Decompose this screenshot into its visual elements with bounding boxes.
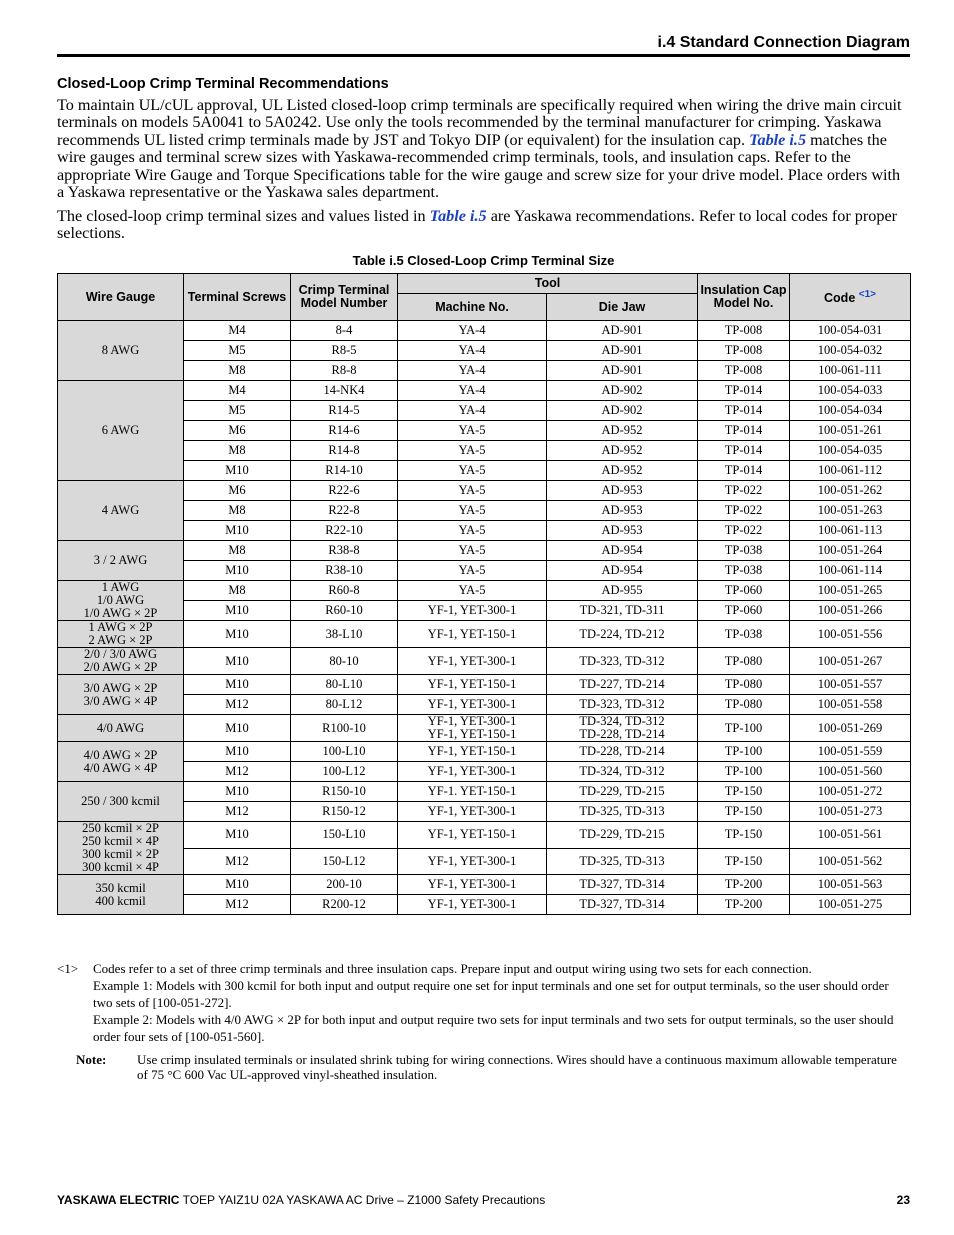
table-caption: Table i.5 Closed-Loop Crimp Terminal Size	[352, 253, 615, 268]
table-row	[58, 715, 911, 742]
insulation-cap-cell: TP-100	[698, 762, 790, 782]
table-row	[58, 762, 911, 782]
code-cell: 100-061-113	[790, 521, 911, 541]
table-row	[58, 441, 911, 461]
crimp-model-cell: R100-10	[291, 715, 398, 742]
code-cell: 100-054-035	[790, 441, 911, 461]
terminal-screw-cell: M12	[184, 802, 291, 822]
terminal-screw-cell: M12	[184, 695, 291, 715]
wire-gauge-cell: 1 AWG 1/0 AWG 1/0 AWG × 2P	[58, 581, 184, 621]
insulation-cap-cell: TP-014	[698, 461, 790, 481]
crimp-model-cell: R38-8	[291, 541, 398, 561]
code-cell: 100-061-112	[790, 461, 911, 481]
terminal-screw-cell: M5	[184, 341, 291, 361]
note-block	[76, 1052, 910, 1082]
page-footer	[57, 1193, 910, 1207]
machine-no-cell: YF-1, YET-150-1	[398, 822, 547, 849]
terminal-screw-cell: M10	[184, 875, 291, 895]
crimp-model-cell: R14-10	[291, 461, 398, 481]
table-row	[58, 401, 911, 421]
insulation-cap-cell: TP-022	[698, 501, 790, 521]
insulation-cap-cell: TP-150	[698, 848, 790, 875]
footnote-ref-link[interactable]: <1>	[858, 289, 876, 301]
header-rule	[57, 54, 910, 57]
table-link[interactable]: Table i.5	[749, 130, 807, 149]
machine-no-cell: YA-4	[398, 401, 547, 421]
insulation-cap-cell: TP-200	[698, 875, 790, 895]
crimp-model-cell: 100-L10	[291, 742, 398, 762]
crimp-model-cell: 80-10	[291, 648, 398, 675]
header-terminal-screws: Terminal Screws	[184, 274, 291, 321]
table-row	[58, 742, 911, 762]
terminal-screw-cell: M12	[184, 895, 291, 915]
code-cell: 100-051-263	[790, 501, 911, 521]
die-jaw-cell: TD-325, TD-313	[547, 802, 698, 822]
machine-no-cell: YA-5	[398, 421, 547, 441]
die-jaw-cell: AD-954	[547, 541, 698, 561]
machine-no-cell: YF-1, YET-300-1	[398, 802, 547, 822]
machine-no-cell: YF-1, YET-300-1 YF-1, YET-150-1	[398, 715, 547, 742]
crimp-model-cell: 80-L10	[291, 675, 398, 695]
code-cell: 100-051-269	[790, 715, 911, 742]
footer-document-title: TOEP YAIZ1U 02A YASKAWA AC Drive – Z1000 Safety Precautions	[179, 1193, 546, 1207]
crimp-model-cell: 200-10	[291, 875, 398, 895]
insulation-cap-cell: TP-038	[698, 621, 790, 648]
crimp-model-cell: R8-5	[291, 341, 398, 361]
machine-no-cell: YF-1, YET-300-1	[398, 601, 547, 621]
header-code-label: Code	[824, 291, 856, 306]
header-machine-no: Machine No.	[398, 294, 547, 321]
terminal-screw-cell: M8	[184, 581, 291, 601]
terminal-screw-cell: M10	[184, 648, 291, 675]
insulation-cap-cell: TP-100	[698, 742, 790, 762]
insulation-cap-cell: TP-150	[698, 822, 790, 849]
machine-no-cell: YF-1, YET-300-1	[398, 875, 547, 895]
machine-no-cell: YA-4	[398, 321, 547, 341]
insulation-cap-cell: TP-150	[698, 782, 790, 802]
table-row	[58, 621, 911, 648]
insulation-cap-cell: TP-038	[698, 541, 790, 561]
code-cell: 100-051-275	[790, 895, 911, 915]
code-cell: 100-054-033	[790, 381, 911, 401]
table-row	[58, 361, 911, 381]
crimp-model-cell: 150-L12	[291, 848, 398, 875]
table-row	[58, 421, 911, 441]
terminal-screw-cell: M4	[184, 381, 291, 401]
table-row	[58, 782, 911, 802]
code-cell: 100-051-563	[790, 875, 911, 895]
wire-gauge-cell: 4/0 AWG × 2P 4/0 AWG × 4P	[58, 742, 184, 782]
terminal-screw-cell: M10	[184, 822, 291, 849]
footnote-example-2: Example 2: Models with 4/0 AWG × 2P for both input and output require two sets for input terminals and two sets for output terminals, so the user should order four sets of [100-051-560].	[93, 1012, 894, 1044]
table-row	[58, 648, 911, 675]
code-cell: 100-054-031	[790, 321, 911, 341]
terminal-screw-cell: M4	[184, 321, 291, 341]
table-row	[58, 341, 911, 361]
insulation-cap-cell: TP-008	[698, 321, 790, 341]
machine-no-cell: YA-4	[398, 341, 547, 361]
intro-text-after: matches the wire gauges and terminal screw sizes with Yaskawa-recommended crimp terminals, tools, and insulation caps. Refer to the appropriate Wire Gauge and Torque Specifications table for the wire gauge and screw size for your drive model. Place orders with a Yaskawa representative or the Yaskawa sales department.	[57, 130, 901, 202]
insulation-cap-cell: TP-022	[698, 481, 790, 501]
insulation-cap-cell: TP-008	[698, 361, 790, 381]
code-cell: 100-051-266	[790, 601, 911, 621]
table-row	[58, 581, 911, 601]
terminal-screw-cell: M8	[184, 501, 291, 521]
machine-no-cell: YA-5	[398, 481, 547, 501]
crimp-model-cell: 14-NK4	[291, 381, 398, 401]
header-tool: Tool	[398, 274, 698, 294]
note-label: Note:	[76, 1052, 107, 1067]
machine-no-cell: YA-5	[398, 561, 547, 581]
die-jaw-cell: TD-325, TD-313	[547, 848, 698, 875]
crimp-model-cell: R38-10	[291, 561, 398, 581]
crimp-model-cell: R22-8	[291, 501, 398, 521]
die-jaw-cell: TD-229, TD-215	[547, 822, 698, 849]
wire-gauge-cell: 3/0 AWG × 2P 3/0 AWG × 4P	[58, 675, 184, 715]
table-row	[58, 675, 911, 695]
terminal-screw-cell: M8	[184, 541, 291, 561]
die-jaw-cell: AD-952	[547, 461, 698, 481]
table-row	[58, 601, 911, 621]
insulation-cap-cell: TP-014	[698, 381, 790, 401]
terminal-screw-cell: M10	[184, 742, 291, 762]
code-cell: 100-051-559	[790, 742, 911, 762]
terminal-screw-cell: M10	[184, 675, 291, 695]
table-row	[58, 822, 911, 849]
crimp-model-cell: R14-8	[291, 441, 398, 461]
terminal-screw-cell: M12	[184, 762, 291, 782]
terminal-screw-cell: M10	[184, 782, 291, 802]
table-row	[58, 848, 911, 875]
code-cell: 100-051-264	[790, 541, 911, 561]
header-code	[790, 274, 911, 321]
machine-no-cell: YA-5	[398, 501, 547, 521]
insulation-cap-cell: TP-200	[698, 895, 790, 915]
insulation-cap-cell: TP-080	[698, 675, 790, 695]
crimp-model-cell: R14-5	[291, 401, 398, 421]
footnote-example-1: Example 1: Models with 300 kcmil for both input and output require one set for input terminals and one set for output terminals, so the user should order two sets of [100-051-272].	[93, 978, 889, 1010]
machine-no-cell: YF-1, YET-150-1	[398, 675, 547, 695]
crimp-model-cell: 150-L10	[291, 822, 398, 849]
die-jaw-cell: TD-227, TD-214	[547, 675, 698, 695]
code-cell: 100-051-267	[790, 648, 911, 675]
code-cell: 100-054-032	[790, 341, 911, 361]
die-jaw-cell: TD-229, TD-215	[547, 782, 698, 802]
note-text: Use crimp insulated terminals or insulated shrink tubing for wiring connections. Wires should have a continuous maximum allowable temperature of 75 °C 600 Vac UL-approved vinyl-sheathed insulation.	[137, 1052, 897, 1082]
terminal-screw-cell: M10	[184, 461, 291, 481]
footnote-body	[93, 960, 910, 1045]
wire-gauge-cell: 350 kcmil 400 kcmil	[58, 875, 184, 915]
table-row	[58, 561, 911, 581]
machine-no-cell: YF-1, YET-300-1	[398, 762, 547, 782]
crimp-model-cell: 80-L12	[291, 695, 398, 715]
wire-gauge-cell: 8 AWG	[58, 321, 184, 381]
die-jaw-cell: TD-224, TD-212	[547, 621, 698, 648]
die-jaw-cell: AD-902	[547, 381, 698, 401]
machine-no-cell: YA-4	[398, 381, 547, 401]
insulation-cap-cell: TP-150	[698, 802, 790, 822]
terminal-screw-cell: M10	[184, 601, 291, 621]
crimp-terminal-table	[57, 273, 911, 915]
header-insulation-cap: Insulation Cap Model No.	[698, 274, 790, 321]
terminal-screw-cell: M5	[184, 401, 291, 421]
crimp-model-cell: R60-10	[291, 601, 398, 621]
die-jaw-cell: AD-955	[547, 581, 698, 601]
insulation-cap-cell: TP-100	[698, 715, 790, 742]
table-row	[58, 321, 911, 341]
machine-no-cell: YA-5	[398, 521, 547, 541]
die-jaw-cell: TD-321, TD-311	[547, 601, 698, 621]
table-row	[58, 875, 911, 895]
die-jaw-cell: TD-228, TD-214	[547, 742, 698, 762]
intro-text-before: To maintain UL/cUL approval, UL Listed closed-loop crimp terminals are specifically required when wiring the drive main circuit terminals on models 5A0041 to 5A0242. Use only the tools recommended by the terminal manufacturer for crimping. Yaskawa recommends UL listed crimp terminals made by JST and Tokyo DIP (or equivalent) for the insulation cap.	[57, 96, 902, 149]
insulation-cap-cell: TP-014	[698, 441, 790, 461]
wire-gauge-cell: 6 AWG	[58, 381, 184, 481]
die-jaw-cell: TD-324, TD-312	[547, 762, 698, 782]
crimp-model-cell: R8-8	[291, 361, 398, 381]
insulation-cap-cell: TP-060	[698, 601, 790, 621]
code-cell: 100-051-556	[790, 621, 911, 648]
die-jaw-cell: AD-901	[547, 321, 698, 341]
table-row	[58, 895, 911, 915]
terminal-screw-cell: M10	[184, 715, 291, 742]
insulation-cap-cell: TP-014	[698, 421, 790, 441]
machine-no-cell: YF-1, YET-300-1	[398, 648, 547, 675]
code-cell: 100-051-557	[790, 675, 911, 695]
machine-no-cell: YA-5	[398, 461, 547, 481]
terminal-screw-cell: M6	[184, 421, 291, 441]
crimp-model-cell: 38-L10	[291, 621, 398, 648]
table-body	[58, 321, 911, 915]
code-cell: 100-051-273	[790, 802, 911, 822]
recommendation-text-after: are Yaskawa recommendations. Refer to local codes for proper selections.	[57, 207, 898, 243]
code-cell: 100-051-561	[790, 822, 911, 849]
machine-no-cell: YF-1. YET-150-1	[398, 782, 547, 802]
wire-gauge-cell: 3 / 2 AWG	[58, 541, 184, 581]
table-row	[58, 541, 911, 561]
die-jaw-cell: AD-902	[547, 401, 698, 421]
footnote	[57, 960, 910, 1045]
terminal-screw-cell: M12	[184, 848, 291, 875]
die-jaw-cell: AD-952	[547, 421, 698, 441]
insulation-cap-cell: TP-080	[698, 695, 790, 715]
machine-no-cell: YF-1, YET-150-1	[398, 742, 547, 762]
machine-no-cell: YA-5	[398, 441, 547, 461]
table-row	[58, 381, 911, 401]
machine-no-cell: YF-1, YET-300-1	[398, 895, 547, 915]
insulation-cap-cell: TP-080	[698, 648, 790, 675]
die-jaw-cell: AD-954	[547, 561, 698, 581]
header-crimp-model: Crimp Terminal Model Number	[291, 274, 398, 321]
wire-gauge-cell: 250 kcmil × 2P 250 kcmil × 4P 300 kcmil × 2P 300 kcmil × 4P	[58, 822, 184, 875]
table-row	[58, 481, 911, 501]
footer-brand: YASKAWA ELECTRIC	[57, 1193, 180, 1207]
page-section-header: i.4 Standard Connection Diagram	[657, 34, 910, 51]
machine-no-cell: YA-4	[398, 361, 547, 381]
footnote-line: Codes refer to a set of three crimp terminals and three insulation caps. Prepare input and output wiring using two sets for each connection.	[93, 961, 812, 976]
wire-gauge-cell: 4/0 AWG	[58, 715, 184, 742]
code-cell: 100-051-272	[790, 782, 911, 802]
code-cell: 100-061-114	[790, 561, 911, 581]
table-row	[58, 461, 911, 481]
recommendation-text-before: The closed-loop crimp terminal sizes and values listed in	[57, 207, 430, 225]
terminal-screw-cell: M10	[184, 521, 291, 541]
code-cell: 100-051-261	[790, 421, 911, 441]
crimp-model-cell: R150-12	[291, 802, 398, 822]
die-jaw-cell: AD-953	[547, 481, 698, 501]
terminal-screw-cell: M10	[184, 621, 291, 648]
crimp-model-cell: 100-L12	[291, 762, 398, 782]
code-cell: 100-051-265	[790, 581, 911, 601]
die-jaw-cell: TD-327, TD-314	[547, 895, 698, 915]
wire-gauge-cell: 250 / 300 kcmil	[58, 782, 184, 822]
die-jaw-cell: AD-901	[547, 341, 698, 361]
die-jaw-cell: TD-323, TD-312	[547, 695, 698, 715]
terminal-screw-cell: M8	[184, 361, 291, 381]
crimp-model-cell: R60-8	[291, 581, 398, 601]
crimp-model-cell: R22-10	[291, 521, 398, 541]
machine-no-cell: YF-1, YET-300-1	[398, 848, 547, 875]
insulation-cap-cell: TP-038	[698, 561, 790, 581]
die-jaw-cell: AD-901	[547, 361, 698, 381]
crimp-model-cell: R22-6	[291, 481, 398, 501]
wire-gauge-cell: 1 AWG × 2P 2 AWG × 2P	[58, 621, 184, 648]
die-jaw-cell: AD-952	[547, 441, 698, 461]
die-jaw-cell: TD-324, TD-312 TD-228, TD-214	[547, 715, 698, 742]
section-title: Closed-Loop Crimp Terminal Recommendations	[57, 76, 389, 92]
table-row	[58, 802, 911, 822]
footnote-mark: <1>	[57, 961, 79, 976]
terminal-screw-cell: M10	[184, 561, 291, 581]
code-cell: 100-054-034	[790, 401, 911, 421]
crimp-model-cell: R14-6	[291, 421, 398, 441]
code-cell: 100-051-562	[790, 848, 911, 875]
crimp-model-cell: R150-10	[291, 782, 398, 802]
insulation-cap-cell: TP-008	[698, 341, 790, 361]
insulation-cap-cell: TP-060	[698, 581, 790, 601]
recommendation-paragraph	[57, 208, 910, 243]
table-row	[58, 695, 911, 715]
code-cell: 100-051-558	[790, 695, 911, 715]
crimp-model-cell: 8-4	[291, 321, 398, 341]
wire-gauge-cell: 2/0 / 3/0 AWG 2/0 AWG × 2P	[58, 648, 184, 675]
header-wire-gauge: Wire Gauge	[58, 274, 184, 321]
code-cell: 100-051-560	[790, 762, 911, 782]
crimp-model-cell: R200-12	[291, 895, 398, 915]
die-jaw-cell: AD-953	[547, 521, 698, 541]
insulation-cap-cell: TP-022	[698, 521, 790, 541]
machine-no-cell: YF-1, YET-300-1	[398, 695, 547, 715]
die-jaw-cell: AD-953	[547, 501, 698, 521]
table-link[interactable]: Table i.5	[429, 207, 487, 225]
die-jaw-cell: TD-323, TD-312	[547, 648, 698, 675]
insulation-cap-cell: TP-014	[698, 401, 790, 421]
page-number: 23	[896, 1193, 910, 1207]
intro-paragraph	[57, 97, 910, 201]
wire-gauge-cell: 4 AWG	[58, 481, 184, 541]
machine-no-cell: YA-5	[398, 581, 547, 601]
table-row	[58, 501, 911, 521]
terminal-screw-cell: M6	[184, 481, 291, 501]
machine-no-cell: YA-5	[398, 541, 547, 561]
die-jaw-cell: TD-327, TD-314	[547, 875, 698, 895]
header-die-jaw: Die Jaw	[547, 294, 698, 321]
code-cell: 100-061-111	[790, 361, 911, 381]
code-cell: 100-051-262	[790, 481, 911, 501]
terminal-screw-cell: M8	[184, 441, 291, 461]
table-row	[58, 521, 911, 541]
machine-no-cell: YF-1, YET-150-1	[398, 621, 547, 648]
